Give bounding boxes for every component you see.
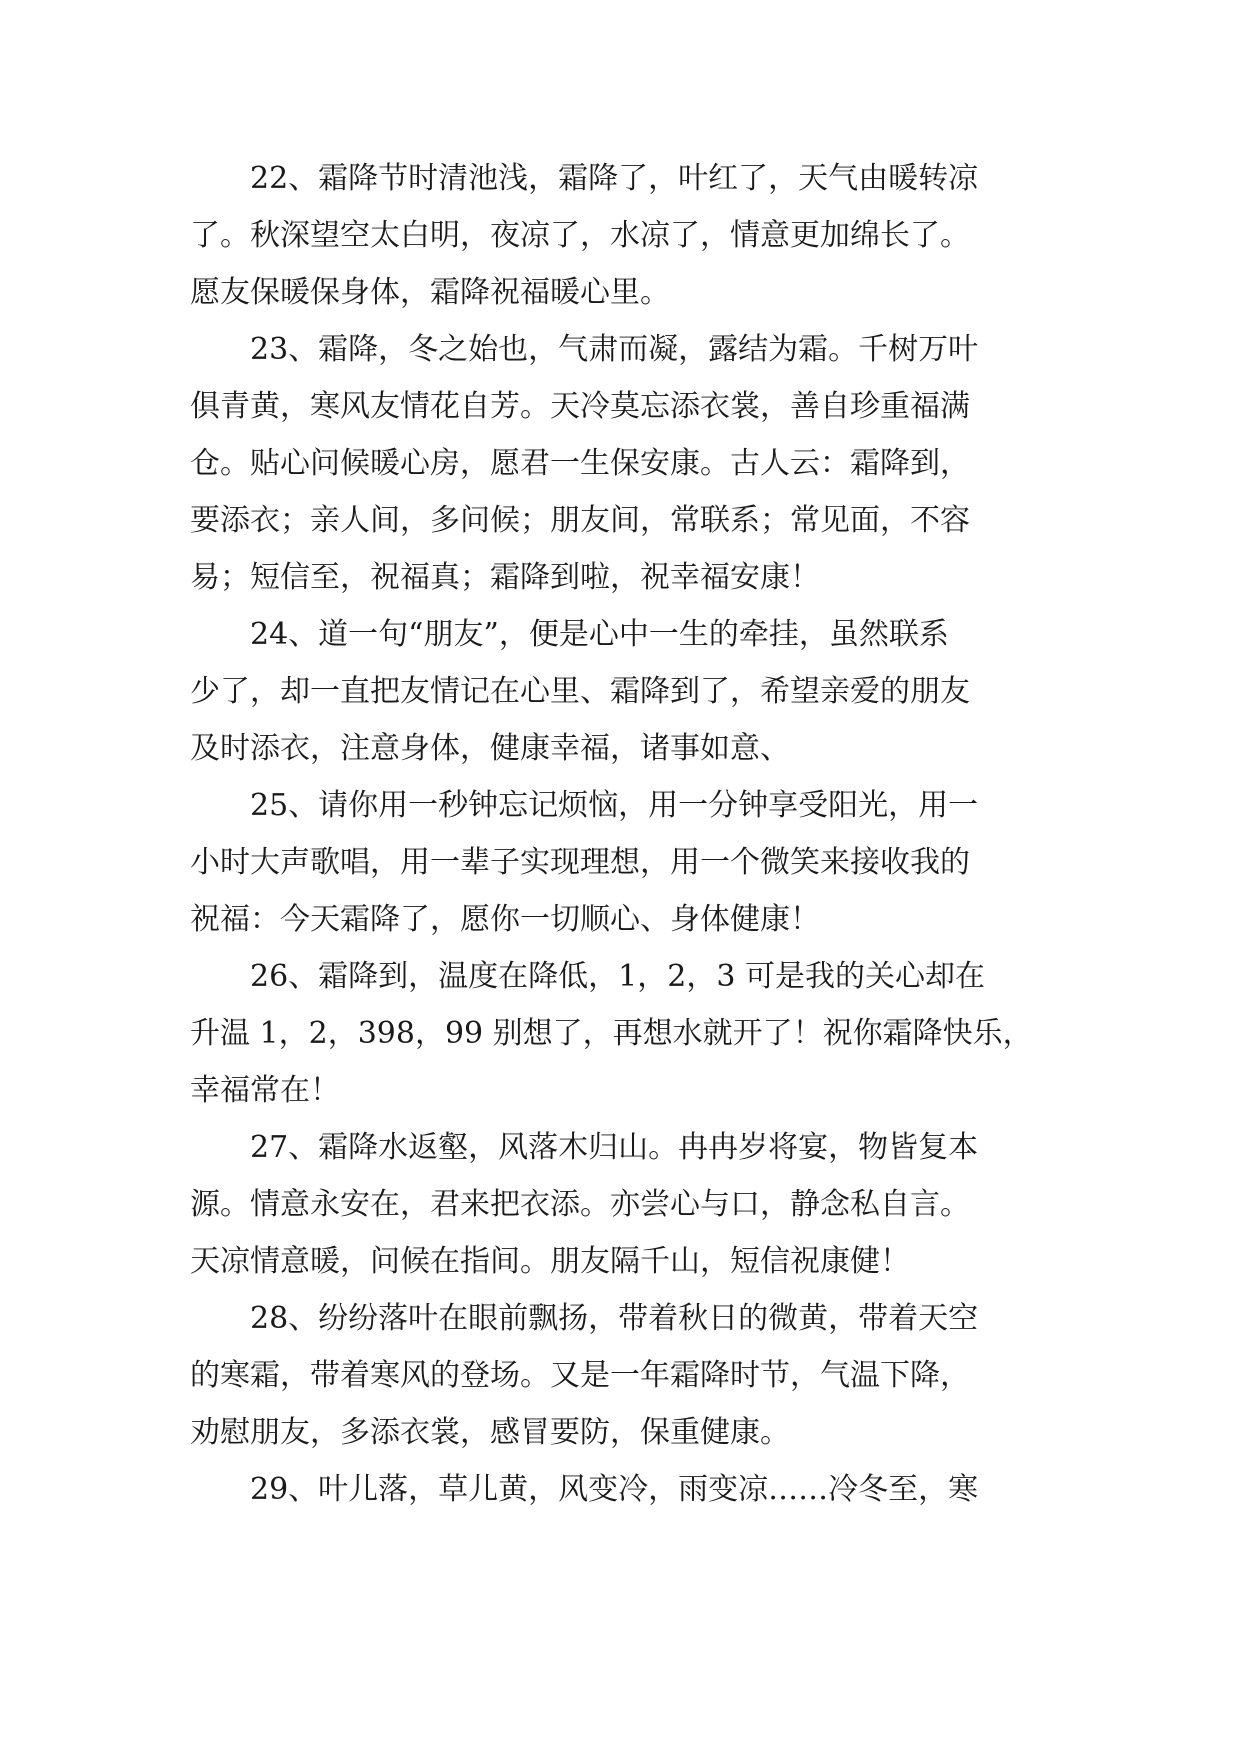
text-line: 小时大声歌唱，用一辈子实现理想，用一个微笑来接收我的	[190, 845, 970, 880]
text-line: 易；短信至，祝福真；霜降到啦，祝幸福安康！	[190, 560, 820, 595]
text-line: 27、霜降水返壑，风落木归山。冉冉岁将宴，物皆复本	[250, 1130, 979, 1165]
text-line: 22、霜降节时清池浅，霜降了，叶红了，天气由暖转凉	[250, 161, 979, 196]
text-line: 29、叶儿落，草儿黄，风变冷，雨变凉……冷冬至，寒	[250, 1472, 979, 1507]
text-line: 了。秋深望空太白明，夜凉了，水凉了，情意更加绵长了。	[190, 218, 970, 253]
text-line: 祝福：今天霜降了，愿你一切顺心、身体健康！	[190, 902, 820, 937]
text-line: 幸福常在！	[190, 1073, 340, 1108]
text-line: 26、霜降到，温度在降低，1，2，3 可是我的关心却在	[250, 959, 985, 994]
text-line: 愿友保暖保身体，霜降祝福暖心里。	[190, 275, 670, 310]
text-line: 28、纷纷落叶在眼前飘扬，带着秋日的微黄，带着天空	[250, 1301, 979, 1336]
text-line: 要添衣；亲人间，多问候；朋友间，常联系；常见面，不容	[190, 503, 970, 538]
text-line: 仓。贴心问候暖心房，愿君一生保安康。古人云：霜降到，	[190, 446, 970, 481]
text-line: 及时添衣，注意身体，健康幸福，诸事如意、	[190, 731, 790, 766]
text-line: 23、霜降，冬之始也，气肃而凝，露结为霜。千树万叶	[250, 332, 979, 367]
text-line: 25、请你用一秒钟忘记烦恼，用一分钟享受阳光，用一	[250, 788, 979, 823]
text-line: 劝慰朋友，多添衣裳，感冒要防，保重健康。	[190, 1415, 790, 1450]
text-line: 天凉情意暖，问候在指间。朋友隔千山，短信祝康健！	[190, 1244, 910, 1279]
text-line: 俱青黄，寒风友情花自芳。天冷莫忘添衣裳，善自珍重福满	[190, 389, 970, 424]
text-line: 24、道一句“朋友”，便是心中一生的牵挂，虽然联系	[250, 617, 949, 652]
text-line: 的寒霜，带着寒风的登场。又是一年霜降时节，气温下降，	[190, 1358, 970, 1393]
text-line: 升温 1，2，398，99 别想了，再想水就开了！祝你霜降快乐，	[190, 1016, 1033, 1051]
text-line: 少了，却一直把友情记在心里、霜降到了，希望亲爱的朋友	[190, 674, 970, 709]
text-line: 源。情意永安在，君来把衣添。亦尝心与口，静念私自言。	[190, 1187, 970, 1222]
